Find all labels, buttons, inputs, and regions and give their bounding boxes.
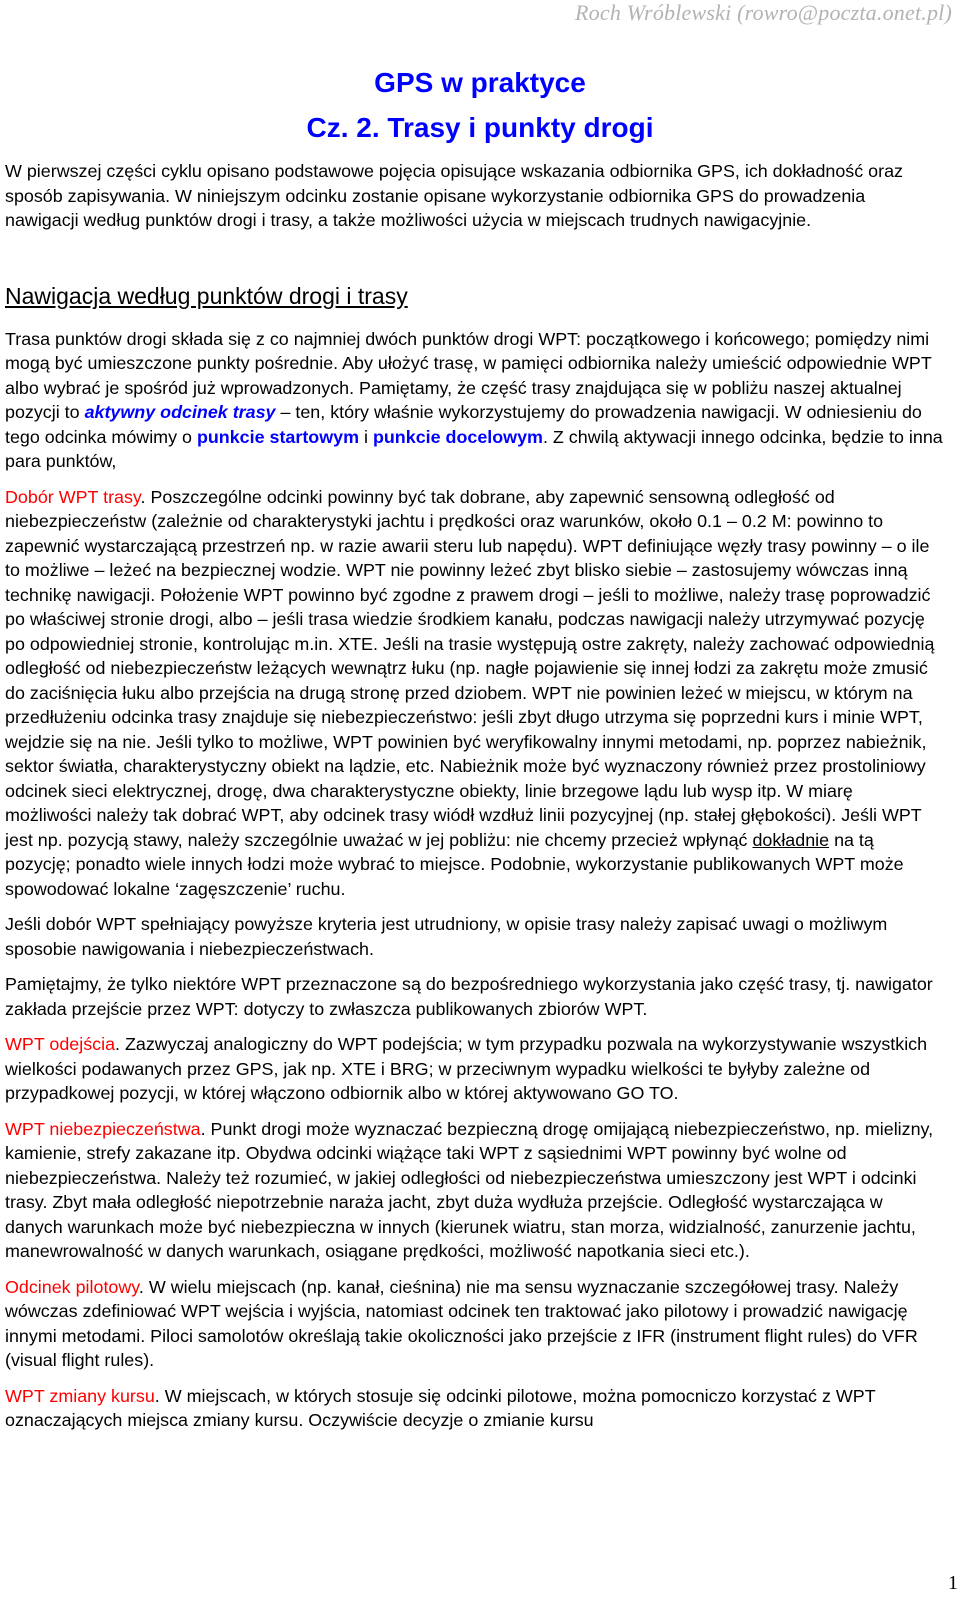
paragraph-pilot-leg: [5, 1275, 943, 1373]
term-start-point: punkcie startowym: [196, 426, 359, 447]
paragraph-published-wpt: Pamiętajmy, że tylko niektóre WPT przeznaczone są do bezpośredniego wykorzystania jako część trasy, tj. nawigator zakłada przejście przez WPT: dotyczy to zwłaszcza publikowanych zbiorów WPT.: [5, 974, 933, 1019]
wpt-selection-text-a: . Poszczególne odcinki powinny być tak dobrane, aby zapewnić sensowną odległość od niebezpieczeństw (zależnie od charakterystyki jachtu i prędkości oraz warunków, około 0.1 – 0.2 M: powinno to zapewnić wystarczającą przestrzeń np. w razie awarii steru lub napędu). WPT definiujące węzły trasy powinny – o ile to możliwe – leżeć na bezpiecznej wodzie. WPT nie powinny leżeć zbyt blisko siebie – zastosujemy wówczas inną technikę nawigacji. Położenie WPT powinno być zgodne z prawem drogi – jeśli to możliwe, należy trasę poprowadzić po właściwej stronie drogi, albo – jeśli trasa wiedzie środkiem kanału, podczas nawigacji należy utrzymywać pozycję po odpowiedniej stronie, kontrolując m.in. XTE. Jeśli na trasie występują ostre zakręty, należy zachować odpowiednią odległość od niebezpieczeństw leżących wewnątrz łuku (np. nagłe pojawienie się innej łodzi za zakrętu może zmusić do zaciśnięcia łuku albo przejścia na drugą stronę przed dziobem. WPT nie powinien leżeć w miejscu, w którym na przedłużeniu odcinka trasy znajduje się niebezpieczeństwo: jeśli zbyt długo utrzyma się poprzedni kurs i minie WPT, wejdzie się na nie. Jeśli tylko to możliwe, WPT powinien być weryfikowalny innymi metodami, np. poprzez nabieżnik, sektor światła, charakterystyczny obiekt na lądzie, etc. Nabieżnik może być wyznaczony również przez prostoliniowy odcinek sieci elektrycznej, drogę, dwa charakterystyczne obiekty, linie brzegowe lądu lub wysp itp. W miarę możliwości należy tak dobrać WPT, aby odcinek trasy wiódł wzdłuż linii pozycyjnej (np. stałej głębokości). Jeśli WPT jest np. pozycją stawy, należy szczególnie uważać w jej pobliżu: nie chcemy przecież wpłynąć: [5, 486, 935, 850]
pilot-leg-text: . W wielu miejscach (np. kanał, cieśnina) nie ma sensu wyznaczanie szczegółowej trasy. Należy wówczas zdefiniować WPT wejścia i wyjścia, natomiast odcinek ten traktować jako pilotowy i prowadzić nawigację innymi metodami. Piloci samolotów określają takie okoliczności jako przejście z IFR (instrument flight rules) do VFR (visual flight rules).: [5, 1276, 918, 1370]
intro-paragraph: W pierwszej części cyklu opisano podstawowe pojęcia opisujące wskazania odbiornika GPS, ich dokładność oraz sposób zapisywania. W niniejszym odcinku zostanie opisane wykorzystanie odbiornika GPS do prowadzenia nawigacji według punktów drogi i trasy, a także możliwości użycia w miejscach trudnych nawigacyjnie.: [5, 161, 903, 230]
paragraph-difficult-selection: Jeśli dobór WPT spełniający powyższe kryteria jest utrudniony, w opisie trasy należy zapisać uwagi o możliwym sposobie nawigowania i niebezpieczeństwach.: [5, 914, 888, 959]
route-text-a: Trasa punktów drogi składa się z co najmniej dwóch punktów drogi WPT: początkowego i końcowego; pomiędzy nimi mogą być umieszczone punkty pośrednie. Aby ułożyć trasę, w pamięci odbiornika należy umieścić odpowiednie WPT albo wybrać je spośród już wprowadzonych. Pamiętamy, że część trasy znajdująca się w pobliżu naszej aktualnej pozycji to: [5, 328, 932, 422]
document-subtitle: Cz. 2. Trasy i punkty drogi: [306, 112, 654, 143]
route-text-d: . Z chwilą aktywacji innego odcinka, będzie to inna para punktów,: [5, 426, 943, 471]
paragraph-departure-wpt: [5, 1032, 943, 1106]
paragraph-course-change-wpt: [5, 1384, 943, 1433]
wpt-selection-text-b: na tą pozycję; ponadto wiele innych łodzi może wybrać to miejsce. Podobnie, wykorzystanie publikowanych WPT może spowodować lokalne ‘zagęszczenie’ ruchu.: [5, 829, 904, 899]
document-body: [5, 159, 943, 1433]
route-text-b: – ten, który właśnie wykorzystujemy do prowadzenia nawigacji. W odniesieniu do tego odcinka mówimy o: [5, 402, 922, 447]
term-active-leg: aktywny odcinek trasy: [84, 402, 276, 422]
label-departure-wpt: WPT odejścia: [5, 1034, 116, 1054]
label-danger-wpt: WPT niebezpieczeństwa: [5, 1118, 201, 1139]
section-heading: Nawigacja według punktów drogi i trasy: [5, 282, 408, 309]
departure-wpt-text: . Zazwyczaj analogiczny do WPT podejścia; w tym przypadku pozwala na wykorzystywanie wszystkich wielkości podawanych przez GPS, jak np. XTE i BRG; w przeciwnym wypadku wielkości te byłyby zależne od przypadkowej pozycji, w której włączono odbiornik albo w której aktywowano GO TO.: [5, 1034, 928, 1103]
danger-wpt-text: . Punkt drogi może wyznaczać bezpieczną drogę omijającą niebezpieczeństwo, np. mielizny, kamienie, strefy zakazane itp. Obydwa odcinki wiążące taki WPT z sąsiednimi WPT powinny być wolne od niebezpieczeństwa. Należy też rozumieć, w jakiej odległości od niebezpieczeństwa umieszczony jest WPT i odcinki trasy. Zbyt mała odległość niepotrzebnie naraża jacht, zbyt duża wydłuża przejście. Odległość wystarczająca w danych warunkach może być niebezpieczna w innych (kierunek wiatru, stan morza, widzialność, zanurzenie jachtu, manewrowalność w danych warunkach, osiągane prędkości, możliwość napotkania sieci etc.).: [5, 1118, 934, 1261]
route-text-c: i: [363, 426, 368, 447]
paragraph-wpt-selection: [5, 485, 943, 902]
page-number: 1: [948, 1572, 958, 1594]
label-wpt-selection: Dobór WPT trasy: [5, 486, 141, 507]
paragraph-danger-wpt: [5, 1117, 943, 1264]
paragraph-route: [5, 327, 943, 474]
term-destination-point: punkcie docelowym: [372, 426, 543, 447]
label-pilot-leg: Odcinek pilotowy: [5, 1276, 139, 1297]
underlined-word: dokładnie: [752, 829, 830, 850]
author-header: Roch Wróblewski (rowro@poczta.onet.pl): [575, 0, 952, 25]
label-course-change-wpt: WPT zmiany kursu: [5, 1385, 155, 1406]
course-change-wpt-text: . W miejscach, w których stosuje się odcinki pilotowe, można pomocniczo korzystać z WPT oznaczających miejsca zmiany kursu. Oczywiście decyzje o zmianie kursu: [5, 1385, 876, 1430]
document-title: GPS w praktyce: [374, 67, 586, 98]
